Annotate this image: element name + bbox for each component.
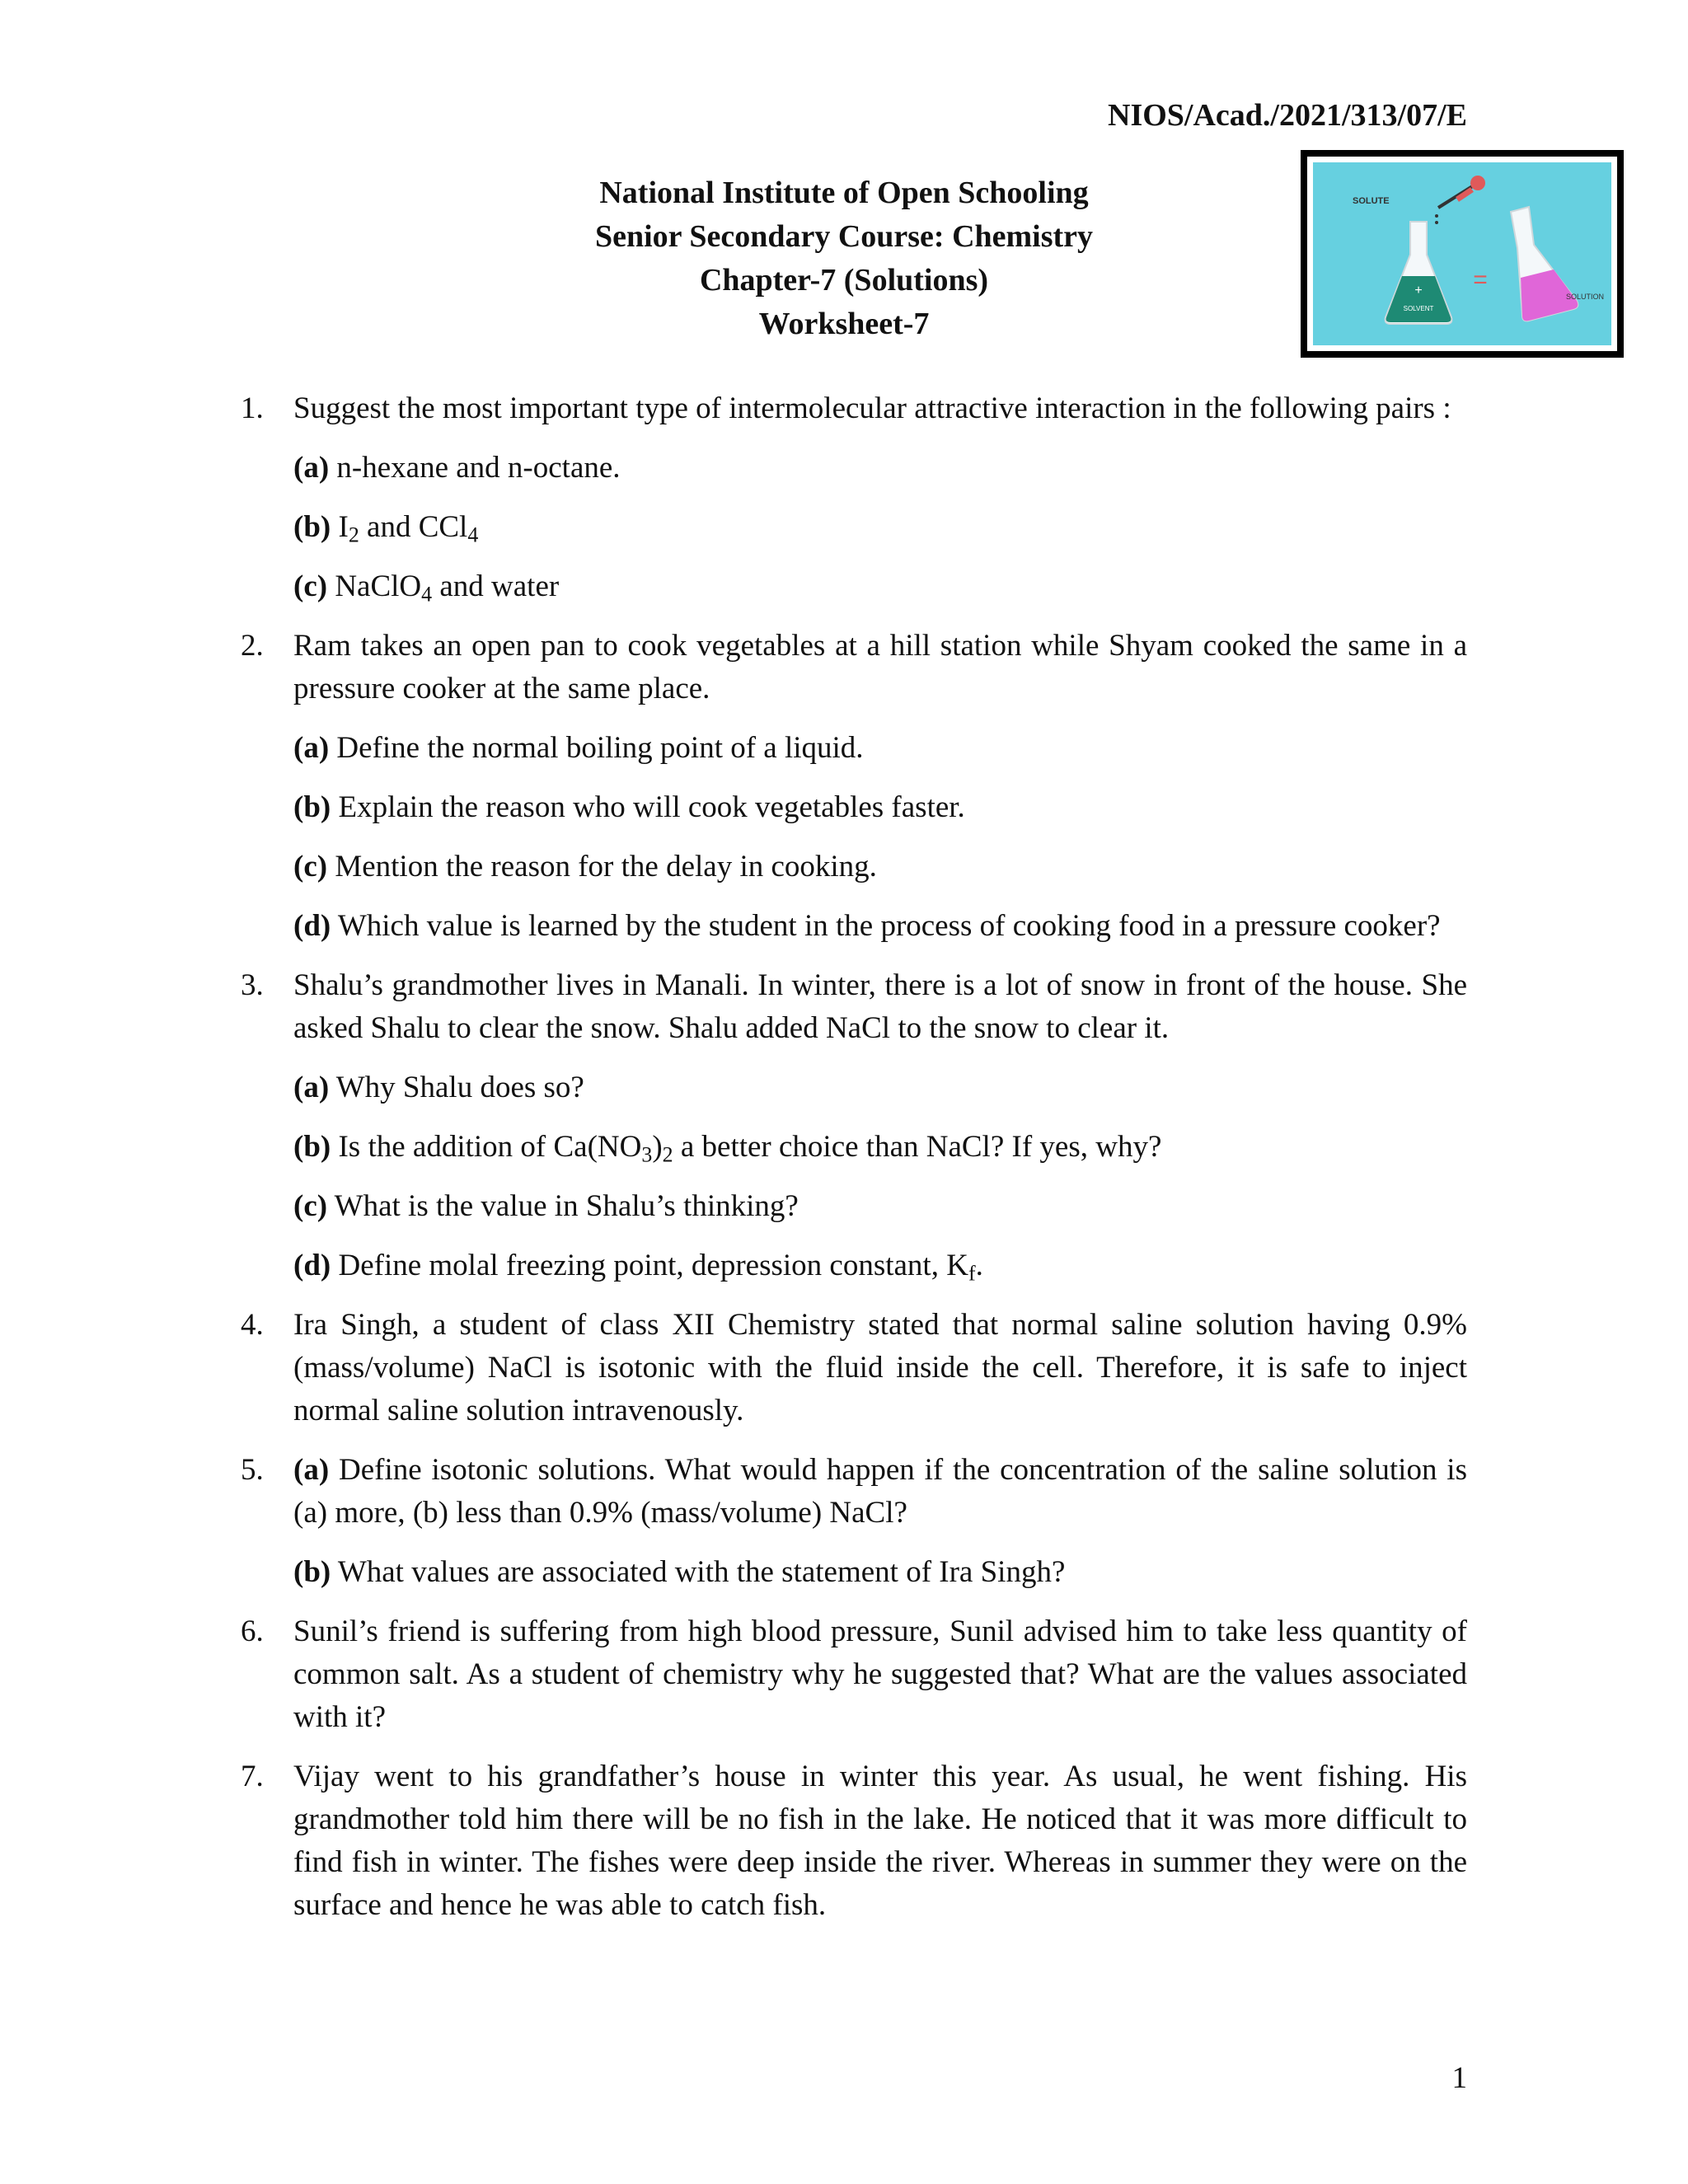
plus-sign: +	[1414, 284, 1423, 298]
sub-question-b: (b) What values are associated with the statement of Ira Singh?	[293, 1555, 1066, 1589]
sub-question-a: (a) Why Shalu does so?	[293, 1071, 584, 1104]
question-4	[241, 1304, 1467, 1432]
question-number: 3.	[241, 968, 264, 1002]
illustration-background	[1313, 162, 1611, 345]
institute-name: National Institute of Open Schooling	[599, 176, 1089, 210]
sub-question-b: (b) $I_2$ and CCl$_4$	[293, 510, 479, 547]
question-number: 1.	[241, 391, 264, 425]
solution-illustration	[1301, 150, 1624, 358]
question-number: 4.	[241, 1308, 264, 1342]
question-6	[241, 1610, 1467, 1739]
sub-question-a: (a) n-hexane and n-octane.	[293, 451, 621, 485]
sub-question-b: (b) Explain the reason who will cook vegetables faster.	[293, 790, 965, 824]
solution-label: SOLUTION	[1565, 293, 1605, 301]
question-text: Vijay went to his grandfather’s house in winter this year. As usual, he went fishing. His grandmother told him there will be no fish in the lake. He noticed that it was more difficult to find fish in winter. The fishes were deep inside the river. Whereas in summer they were on the surface and hence he was able to catch fish.	[293, 1760, 1467, 1922]
question-3	[241, 964, 1467, 1287]
question-text: Shalu’s grandmother lives in Manali. In winter, there is a lot of snow in front of the house. She asked Shalu to clear the snow. Shalu added NaCl to the snow to clear it.	[293, 968, 1467, 1045]
question-text: Ira Singh, a student of class XII Chemistry stated that normal saline solution having 0.9% (mass/volume) NaCl is isotonic with the fluid inside the cell. Therefore, it is safe to inject normal saline solution intravenously.	[293, 1308, 1467, 1427]
chapter-title: Chapter-7 (Solutions)	[699, 263, 989, 298]
sub-question-c: (c) What is the value in Shalu’s thinking?	[293, 1189, 799, 1223]
sub-question-d: (d) Which value is learned by the student in the process of cooking food in a pressure cooker?	[293, 909, 1441, 943]
question-5	[241, 1449, 1467, 1594]
sub-question-d: (d) Define molal freezing point, depression constant, $K_f$.	[293, 1249, 983, 1286]
question-text: Sunil’s friend is suffering from high blood pressure, Sunil advised him to take less quantity of common salt. As a student of chemistry why he suggested that? What are the values associated with it?	[293, 1615, 1467, 1734]
question-text: (a) Define isotonic solutions. What would happen if the concentration of the saline solution is (a) more, (b) less than 0.9% (mass/volume) NaCl?	[293, 1453, 1467, 1530]
question-7	[241, 1755, 1467, 1927]
sub-question-b: (b) Is the addition of $Ca(NO_3)_2$ a better choice than NaCl? If yes, why?	[293, 1130, 1162, 1167]
question-text: Suggest the most important type of intermolecular attractive interaction in the following pairs :	[293, 391, 1451, 425]
question-number: 6.	[241, 1615, 264, 1648]
document-code: NIOS/Acad./2021/313/07/E	[1108, 98, 1467, 133]
worksheet-questions	[241, 387, 1467, 1943]
solvent-label: SOLVENT	[1403, 305, 1434, 312]
sub-question-a: (a) Define the normal boiling point of a liquid.	[293, 731, 864, 765]
course-name: Senior Secondary Course: Chemistry	[594, 219, 1094, 254]
solute-label: SOLUTE	[1353, 196, 1390, 206]
page-number: 1	[1451, 2061, 1467, 2095]
question-number: 2.	[241, 629, 264, 663]
question-number: 7.	[241, 1760, 264, 1793]
question-number: 5.	[241, 1453, 264, 1487]
sub-question-c: (c) NaClO$_4$ and water	[293, 569, 560, 607]
worksheet-title: Worksheet-7	[758, 307, 930, 341]
question-text: Ram takes an open pan to cook vegetables at a hill station while Shyam cooked the same in a pressure cooker at the same place.	[293, 629, 1467, 705]
solution-diagram	[1313, 162, 1611, 345]
question-2	[241, 625, 1467, 948]
sub-question-c: (c) Mention the reason for the delay in cooking.	[293, 850, 877, 883]
equals-sign: =	[1473, 266, 1488, 293]
question-1	[241, 387, 1467, 608]
